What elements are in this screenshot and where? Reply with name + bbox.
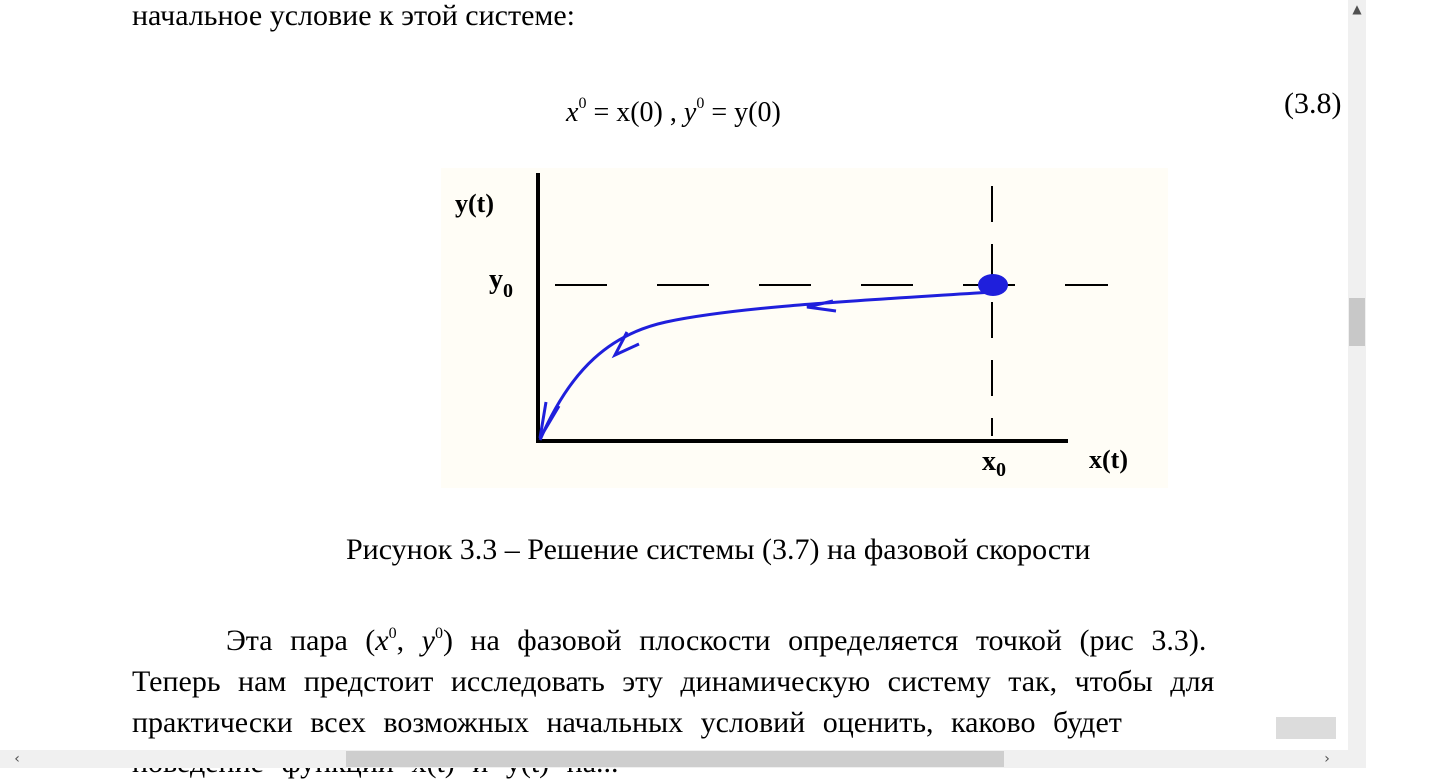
vertical-scrollbar[interactable] bbox=[1348, 0, 1366, 750]
formula-y: y bbox=[683, 97, 697, 128]
x-axis-label: x(t) bbox=[1089, 445, 1128, 474]
floating-toolbar[interactable] bbox=[1276, 717, 1336, 739]
formula-x-rhs: = x(0) , bbox=[586, 97, 684, 128]
x0-label-sub: 0 bbox=[996, 459, 1006, 481]
formula-3-8 bbox=[566, 86, 781, 131]
para1-y: y bbox=[421, 624, 435, 657]
scroll-up-icon[interactable]: ▲ bbox=[1352, 2, 1362, 16]
para1-start: Эта пара ( bbox=[226, 624, 376, 657]
formula-x: x bbox=[566, 97, 579, 128]
paragraph-line-3: практически всех возможных начальных условий оценить, каково будет bbox=[132, 706, 1122, 739]
y-axis-label: y(t) bbox=[455, 189, 494, 218]
paragraph-line-2: Теперь нам предстоит исследовать эту динамическую систему так, чтобы для bbox=[132, 665, 1215, 698]
para1-end: ) на фазовой плоскости определяется точкой (рис 3.3). bbox=[442, 624, 1207, 657]
trajectory-curve bbox=[540, 292, 992, 440]
y0-label-sub: 0 bbox=[503, 280, 513, 302]
x0-label-main: x bbox=[982, 446, 996, 477]
formula-y-sup: 0 bbox=[696, 95, 705, 112]
scroll-right-icon[interactable]: › bbox=[1324, 751, 1330, 767]
y0-label bbox=[489, 264, 513, 302]
equation-number: (3.8) bbox=[1284, 87, 1342, 120]
para1-y-sup: 0 bbox=[434, 625, 443, 642]
paragraph-line-1 bbox=[226, 616, 1456, 659]
figure-caption: Рисунок 3.3 – Решение системы (3.7) на фазовой скорости bbox=[346, 533, 1091, 566]
arrow-head-1 bbox=[807, 301, 836, 311]
horizontal-scrollbar[interactable] bbox=[0, 750, 1348, 768]
initial-point bbox=[978, 274, 1008, 296]
formula-y-rhs: = y(0) bbox=[704, 97, 781, 128]
phase-plane-svg bbox=[441, 168, 1168, 488]
y0-label-main: y bbox=[489, 264, 503, 295]
x0-label bbox=[982, 446, 1006, 481]
horizontal-scroll-thumb[interactable] bbox=[346, 751, 1004, 767]
vertical-scroll-thumb[interactable] bbox=[1349, 298, 1365, 346]
para1-x-sup: 0 bbox=[388, 625, 397, 642]
intro-text: начальное условие к этой системе: bbox=[132, 0, 576, 32]
formula-x-sup: 0 bbox=[578, 95, 587, 112]
para1-comma: , bbox=[396, 624, 422, 657]
phase-plane-figure bbox=[441, 168, 1168, 488]
scroll-left-icon[interactable]: ‹ bbox=[14, 751, 20, 767]
scrollbar-corner bbox=[1348, 750, 1366, 768]
para1-x: x bbox=[375, 624, 389, 657]
